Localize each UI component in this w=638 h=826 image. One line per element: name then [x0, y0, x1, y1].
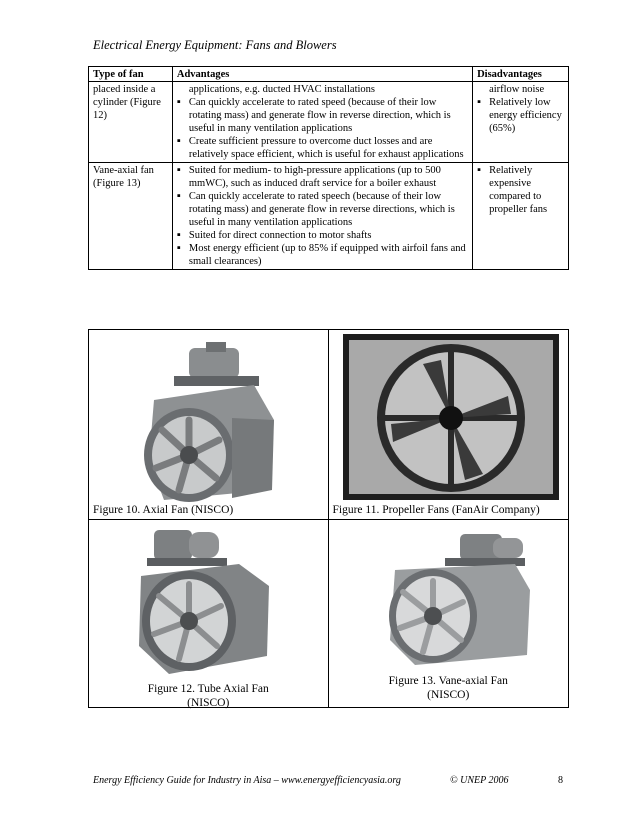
- list-item: ▪ Suited for direct connection to motor shafts: [177, 229, 468, 242]
- figure-13-caption: [329, 674, 569, 702]
- table-row: [89, 163, 569, 270]
- list-item: ▪ Can quickly accelerate to rated speed (because of their low rotating mass) and generate flow in reverse direction, which is useful in many ventilation applications: [177, 96, 468, 135]
- figure-13-caption-line2: (NISCO): [427, 689, 470, 701]
- figure-cell-propeller-fans: [328, 330, 569, 520]
- fan-type-cell: placed inside a cylinder (Figure 12): [89, 82, 173, 163]
- list-item: ▪ Most energy efficient (up to 85% if equipped with airfoil fans and small clearances): [177, 242, 468, 268]
- list-item: ▪ Relatively expensive compared to propeller fans: [477, 164, 564, 216]
- footer-page-number: 8: [558, 775, 563, 786]
- figures-table: [88, 329, 569, 708]
- page-footer: [93, 775, 573, 786]
- advantages-list: [177, 96, 468, 161]
- footer-guide-text: Energy Efficiency Guide for Industry in Aisa – www.energyefficiencyasia.org: [93, 775, 401, 786]
- tube-axial-fan-image: [129, 526, 279, 676]
- table-header-row: [89, 67, 569, 82]
- figure-10-caption: Figure 10. Axial Fan (NISCO): [93, 504, 234, 516]
- footer-copyright: © UNEP 2006: [450, 775, 509, 786]
- page-header-title: Electrical Energy Equipment: Fans and Blowers: [93, 38, 337, 52]
- disadvantages-cell: [473, 163, 569, 270]
- figure-12-caption-line1: Figure 12. Tube Axial Fan: [147, 683, 269, 695]
- figure-11-caption: Figure 11. Propeller Fans (FanAir Company): [332, 504, 540, 516]
- fan-types-table: [88, 66, 569, 270]
- column-header-disadvantages: Disadvantages: [473, 67, 569, 82]
- figure-12-caption: [89, 682, 328, 710]
- column-header-type: Type of fan: [89, 67, 173, 82]
- fan-type-cell: Vane-axial fan (Figure 13): [89, 163, 173, 270]
- figure-cell-axial-fan: [89, 330, 329, 520]
- disadvantages-list: [477, 164, 564, 216]
- advantages-list: [177, 164, 468, 268]
- figure-12-caption-line2: (NISCO): [187, 697, 230, 709]
- list-item: ▪ Can quickly accelerate to rated speech (because of their low rotating mass) and generate flow in reverse directions, which is useful in many ventilation applications: [177, 190, 468, 229]
- figure-13-caption-line1: Figure 13. Vane-axial Fan: [388, 675, 508, 687]
- vane-axial-fan-image: [375, 530, 535, 670]
- propeller-fan-image: [343, 334, 559, 500]
- figure-cell-tube-axial-fan: [89, 520, 329, 708]
- disadvantages-cell: [473, 82, 569, 163]
- figure-cell-vane-axial-fan: [328, 520, 569, 708]
- disadvantages-continuation: airflow noise: [489, 84, 545, 95]
- table-row: [89, 82, 569, 163]
- disadvantages-list: [477, 96, 564, 135]
- list-item: ▪ Relatively low energy efficiency (65%): [477, 96, 564, 135]
- advantages-continuation: applications, e.g. ducted HVAC installations: [188, 84, 376, 95]
- advantages-cell: [172, 82, 472, 163]
- list-item: ▪ Create sufficient pressure to overcome duct losses and are relatively space efficient, which is useful for exhaust applications: [177, 135, 468, 161]
- list-item: ▪ Suited for medium- to high-pressure applications (up to 500 mmWC), such as induced draft service for a boiler exhaust: [177, 164, 468, 190]
- advantages-cell: [172, 163, 472, 270]
- axial-fan-image: [134, 340, 284, 505]
- column-header-advantages: Advantages: [172, 67, 472, 82]
